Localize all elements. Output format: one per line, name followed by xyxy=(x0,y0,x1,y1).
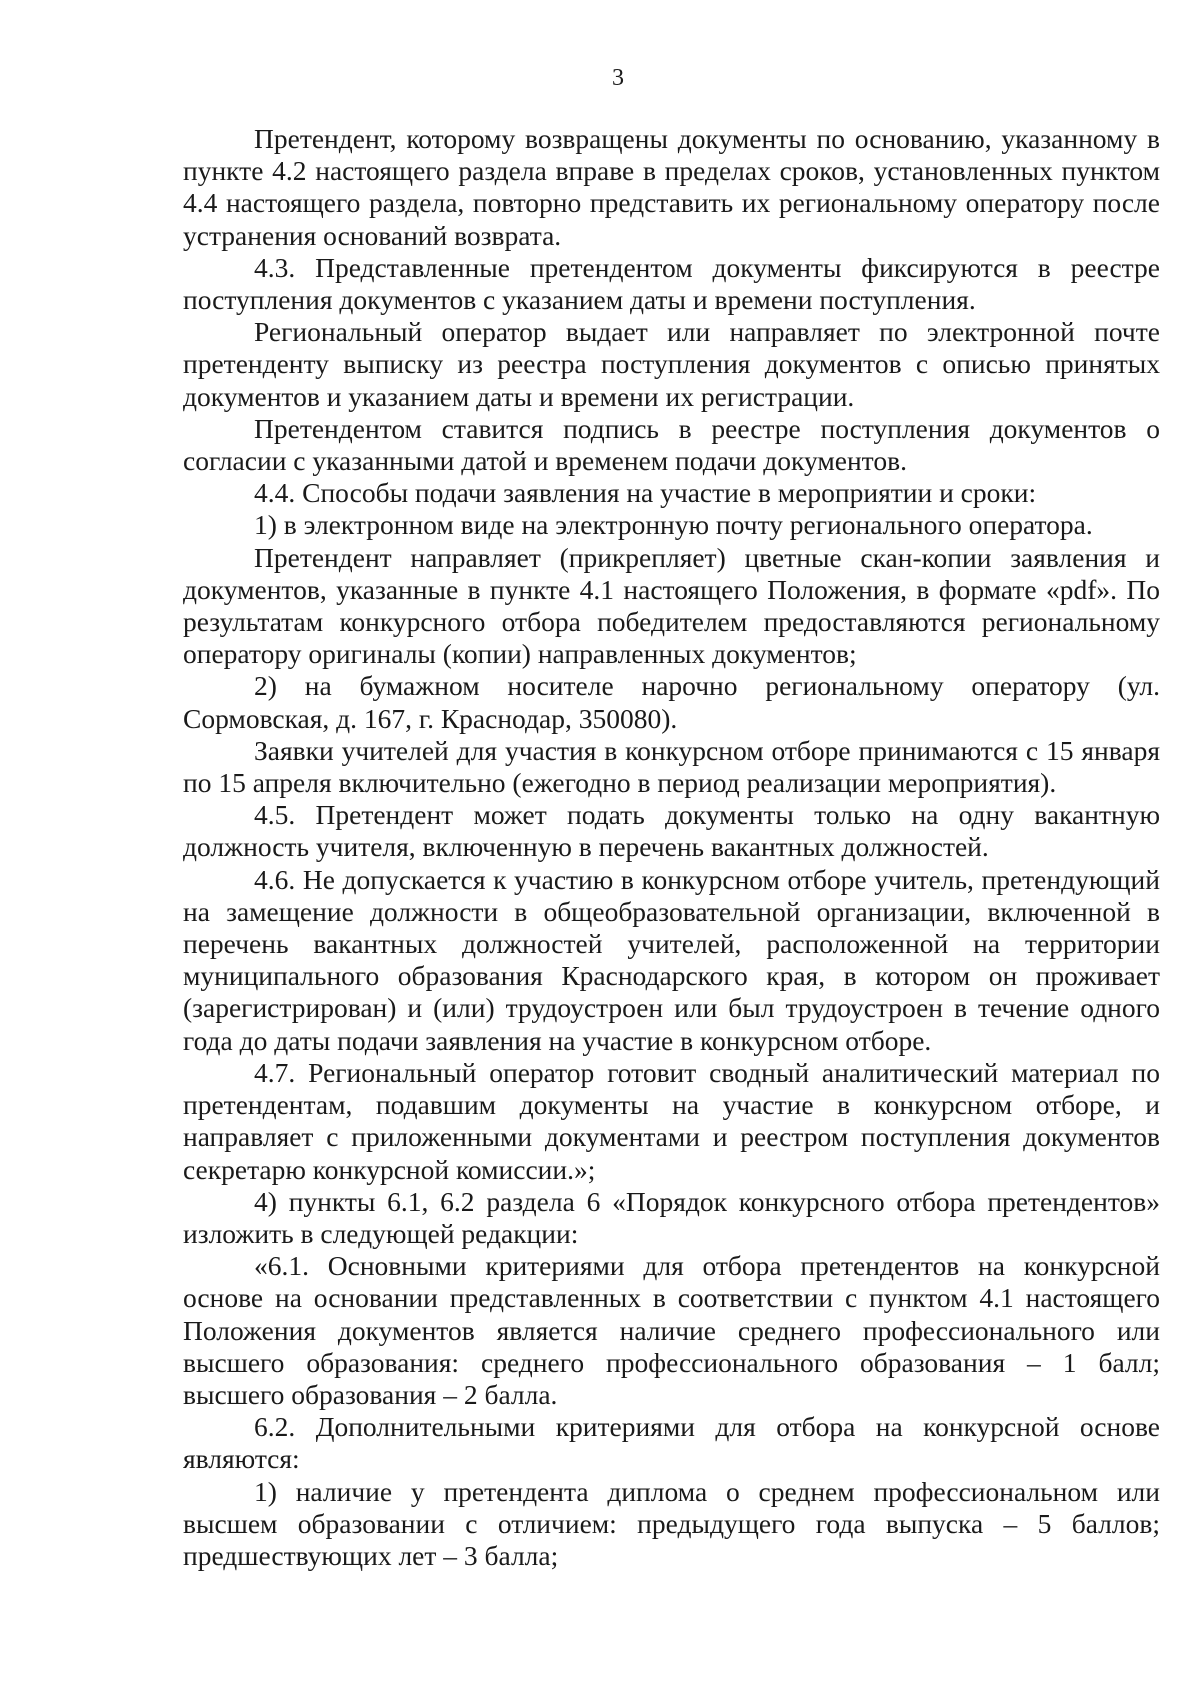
paragraph-4-3: 4.3. Представленные претендентом документы фиксируются в реестре поступления документов с указанием даты и времени поступления. xyxy=(183,251,1160,316)
paragraph-electronic-submission: 1) в электронном виде на электронную почту регионального оператора. xyxy=(254,509,1093,541)
paragraph-4-5: 4.5. Претендент может подать документы только на одну вакантную должность учителя, включенную в перечень вакантных должностей. xyxy=(183,799,1160,863)
paragraph-item-4: 4) пункты 6.1, 6.2 раздела 6 «Порядок конкурсного отбора претендентов» изложить в следующей редакции: xyxy=(183,1185,1160,1249)
paragraph-4-6: 4.6. Не допускается к участию в конкурсном отборе учитель, претендующий на замещение должности в общеобразовательной организации, включенной в перечень вакантных должностей учителей, расположенной на территории муниципального образования Краснодарского края, в котором он проживает (зарегистрирован) и (или) трудоустроен или был трудоустроен в течение одного года до даты подачи заявления на участие в конкурсном отборе. xyxy=(183,863,1160,1056)
paragraph-6-2-item-1: 1) наличие у претендента диплома о среднем профессиональном или высшем образовании с отличием: предыдущего года выпуска – 5 баллов; предшествующих лет – 3 балла; xyxy=(183,1475,1160,1571)
paragraph-registry-extract: Региональный оператор выдает или направляет по электронной почте претенденту выписку из реестра поступления документов с описью принятых документов и указанием даты и времени их регистрации. xyxy=(183,316,1160,412)
page-number: 3 xyxy=(612,65,624,91)
paragraph-return-of-documents: Претендент, которому возвращены документы по основанию, указанному в пункте 4.2 настоящего раздела вправе в пределах сроков, установленных пунктом 4.4 настоящего раздела, повторно представить их региональному оператору после устранения оснований возврата. xyxy=(183,123,1160,251)
paragraph-paper-submission: 2) на бумажном носителе нарочно региональному оператору (ул. Сормовская, д. 167, г. Краснодар, 350080). xyxy=(183,670,1160,734)
paragraph-6-2: 6.2. Дополнительными критериями для отбора на конкурсной основе являются: xyxy=(183,1411,1160,1475)
paragraph-4-7: 4.7. Региональный оператор готовит сводный аналитический материал по претендентам, подавшим документы на участие в конкурсном отборе, и направляет с приложенными документами и реестром поступления документов секретарю конкурсной комиссии.»; xyxy=(183,1056,1160,1185)
paragraph-4-4: 4.4. Способы подачи заявления на участие в мероприятии и сроки: xyxy=(254,477,1037,509)
paragraph-6-1: «6.1. Основными критериями для отбора претендентов на конкурсной основе на основании представленных в соответствии с пунктом 4.1 настоящего Положения документов является наличие среднего профессионального или высшего образования: среднего профессионального образования – 1 балл; высшего образования – 2 балла. xyxy=(183,1250,1160,1410)
document-body xyxy=(183,123,1160,1572)
paragraph-scan-copies: Претендент направляет (прикрепляет) цветные скан-копии заявления и документов, указанные в пункте 4.1 настоящего Положения, в формате «pdf». По результатам конкурсного отбора победителем предоставляются региональному оператору оригиналы (копии) направленных документов; xyxy=(183,541,1160,670)
paragraph-signature: Претендентом ставится подпись в реестре поступления документов о согласии с указанными датой и временем подачи документов. xyxy=(183,412,1160,477)
paragraph-application-dates: Заявки учителей для участия в конкурсном отборе принимаются с 15 января по 15 апреля включительно (ежегодно в период реализации мероприятия). xyxy=(183,734,1160,799)
